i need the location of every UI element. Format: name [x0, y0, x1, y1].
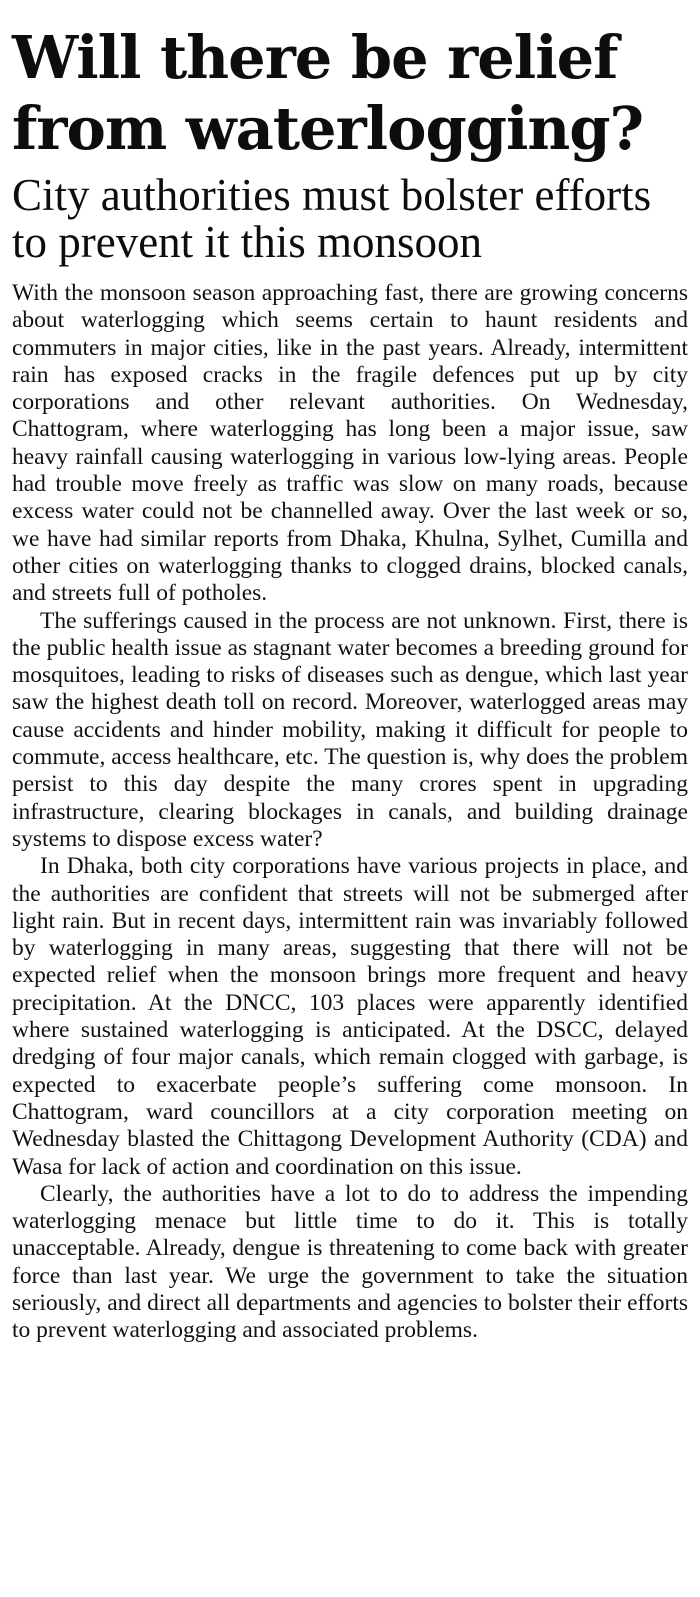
body-paragraph-2: The sufferings caused in the process are not unknown. First, there is the public health issue as stagnant water becomes a breeding ground for mosquitoes, leading to risks of diseases such as dengue, which last year saw the highest death toll on record. Moreover, waterlogged areas may cause accidents and hinder mobility, making it difficult for people to commute, access healthcare, etc. The question is, why does the problem persist to this day despite the many crores spent in upgrading infrastructure, clearing blockages in canals, and building drainage systems to dispose excess water? — [12, 607, 688, 852]
headline — [12, 22, 688, 164]
headline-line-2: from waterlogging? — [12, 94, 644, 163]
body-paragraph-3: In Dhaka, both city corporations have various projects in place, and the authorities are confident that streets will not be submerged after light rain. But in recent days, intermittent rain was invariably followed by waterlogging in many areas, suggesting that there will not be expected relief when the monsoon brings more frequent and heavy precipitation. At the DNCC, 103 places were apparently identified where sustained waterlogging is anticipated. At the DSCC, delayed dredging of four major canals, which remain clogged with garbage, is expected to exacerbate people’s suffering come monsoon. In Chattogram, ward councillors at a city corporation meeting on Wednesday blasted the Chittagong Development Authority (CDA) and Wasa for lack of action and coordination on this issue. — [12, 853, 688, 1180]
headline-line-1: Will there be relief — [12, 23, 618, 92]
body-paragraph-1: With the monsoon season approaching fast, there are growing concerns about waterlogging which seems certain to haunt residents and commuters in major cities, like in the past years. Already, intermittent rain has exposed cracks in the fragile defences put up by city corporations and other relevant authorities. On Wednesday, Chattogram, where waterlogging has long been a major issue, saw heavy rainfall causing waterlogging in various low-lying areas. People had trouble move freely as traffic was slow on many roads, because excess water could not be channelled away. Over the last week or so, we have had similar reports from Dhaka, Khulna, Sylhet, Cumilla and other cities on waterlogging thanks to clogged drains, blocked canals, and streets full of potholes. — [12, 280, 688, 607]
body-paragraph-4: Clearly, the authorities have a lot to do to address the impending waterlogging menace but little time to do it. This is totally unacceptable. Already, dengue is threatening to come back with greater force than last year. We urge the government to take the situation seriously, and direct all departments and agencies to bolster their efforts to prevent waterlogging and associated problems. — [12, 1180, 688, 1344]
subheadline: City authorities must bolster efforts to prevent it this monsoon — [12, 170, 652, 267]
article-body — [12, 280, 688, 1345]
